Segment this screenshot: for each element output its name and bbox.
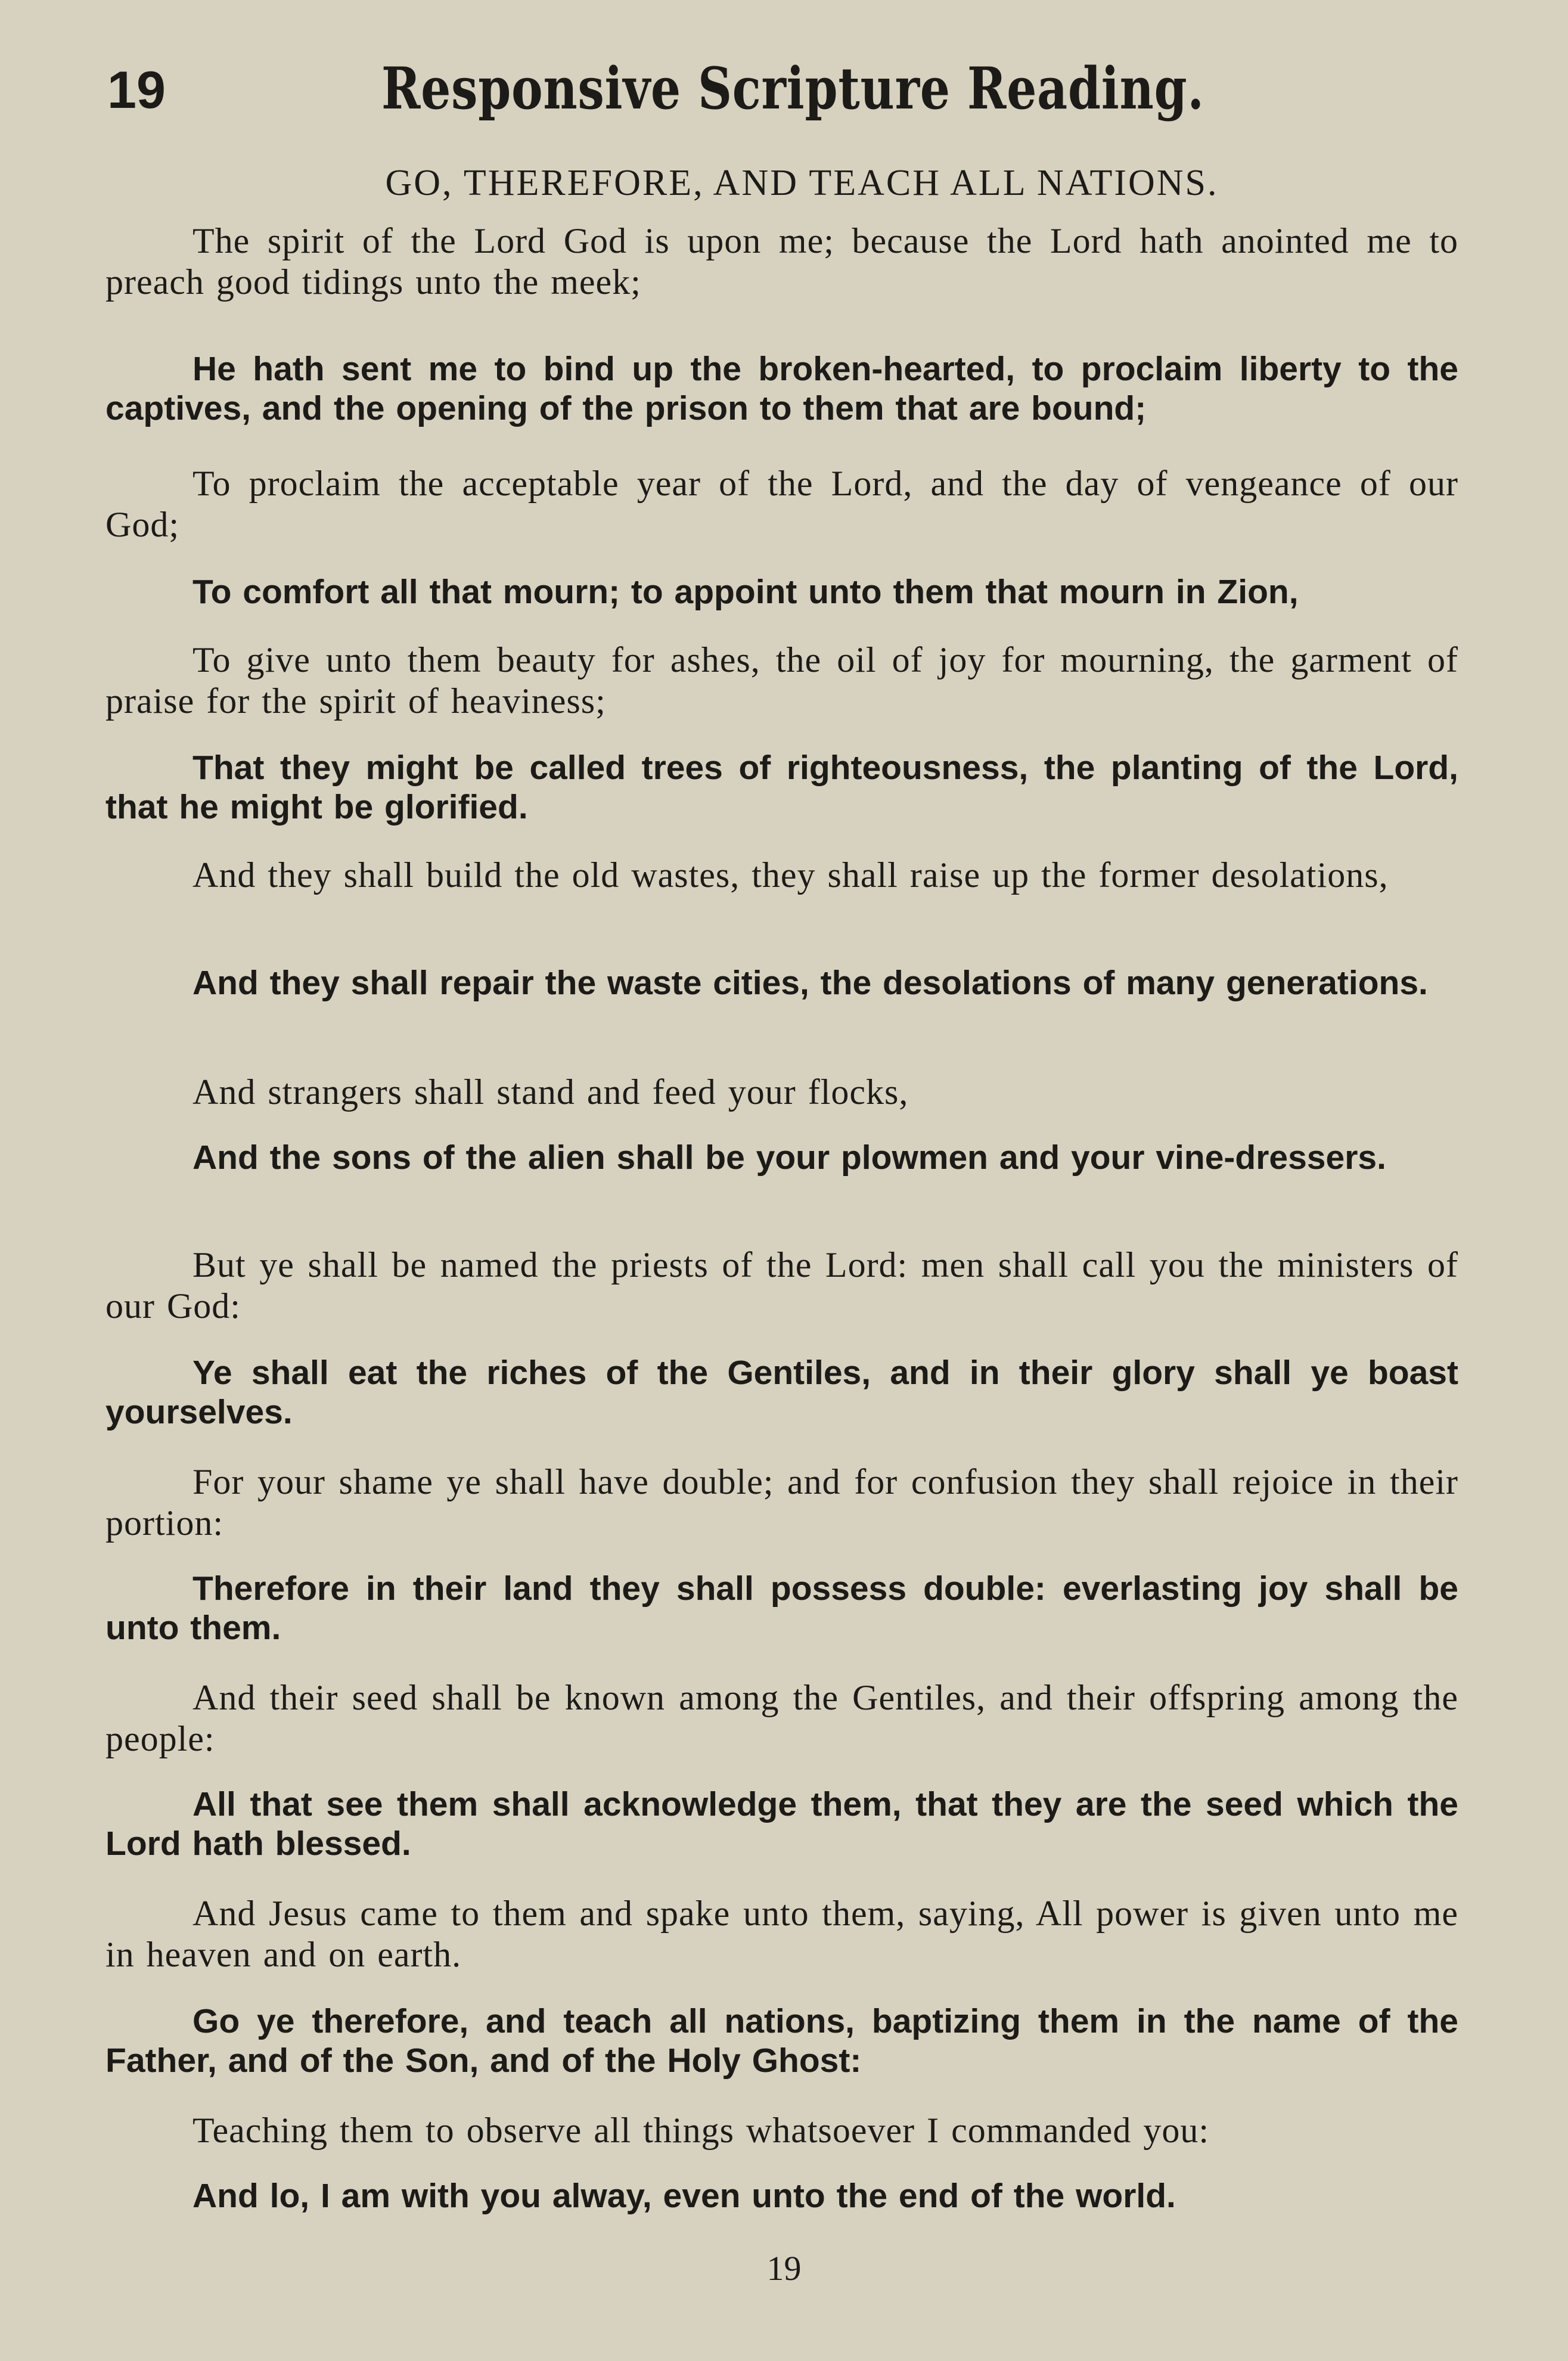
leader-reading-paragraph: And Jesus came to them and spake unto them, saying, All power is given unto me in heaven and on earth. [105, 1894, 1458, 1974]
page-number-bottom: 19 [766, 2249, 802, 2288]
congregation-response-paragraph: Go ye therefore, and teach all nations, baptizing them in the name of the Father, and of the Son, and of the Holy Ghost: [105, 2002, 1458, 2080]
page-title: Responsive Scripture Reading. [381, 55, 1204, 122]
congregation-response-paragraph: All that see them shall acknowledge them, that they are the seed which the Lord hath blessed. [105, 1785, 1458, 1863]
congregation-response-paragraph: And lo, I am with you alway, even unto the end of the world. [192, 2177, 1176, 2215]
leader-reading-paragraph: The spirit of the Lord God is upon me; because the Lord hath anointed me to preach good tidings unto the meek; [105, 221, 1458, 302]
congregation-response-paragraph: That they might be called trees of righteousness, the planting of the Lord, that he might be glorified. [105, 749, 1458, 826]
congregation-response-paragraph: Therefore in their land they shall possess double: everlasting joy shall be unto them. [105, 1569, 1458, 1647]
page-number-top: 19 [107, 60, 166, 119]
leader-reading-paragraph: To proclaim the acceptable year of the Lord, and the day of vengeance of our God; [105, 464, 1458, 544]
leader-reading-paragraph: Teaching them to observe all things whatsoever I commanded you: [192, 2111, 1210, 2150]
leader-reading-paragraph: And their seed shall be known among the Gentiles, and their offspring among the people: [105, 1678, 1458, 1758]
section-subtitle: GO, THEREFORE, AND TEACH ALL NATIONS. [385, 163, 1219, 203]
congregation-response-paragraph: And they shall repair the waste cities, the desolations of many generations. [192, 964, 1428, 1002]
leader-reading-paragraph: And strangers shall stand and feed your flocks, [192, 1072, 909, 1112]
leader-reading-paragraph: To give unto them beauty for ashes, the oil of joy for mourning, the garment of praise for the spirit of heaviness; [105, 640, 1458, 721]
congregation-response-paragraph: Ye shall eat the riches of the Gentiles, and in their glory shall ye boast yourselves. [105, 1354, 1458, 1431]
leader-reading-paragraph: And they shall build the old wastes, they shall raise up the former desolations, [192, 855, 1389, 895]
congregation-response-paragraph: To comfort all that mourn; to appoint unto them that mourn in Zion, [192, 573, 1299, 611]
leader-reading-paragraph: For your shame ye shall have double; and for confusion they shall rejoice in their portion: [105, 1462, 1458, 1543]
congregation-response-paragraph: He hath sent me to bind up the broken-hearted, to proclaim liberty to the captives, and the opening of the prison to them that are bound; [105, 350, 1458, 427]
congregation-response-paragraph: And the sons of the alien shall be your plowmen and your vine-dressers. [192, 1138, 1386, 1177]
leader-reading-paragraph: But ye shall be named the priests of the Lord: men shall call you the ministers of our God: [105, 1245, 1458, 1326]
